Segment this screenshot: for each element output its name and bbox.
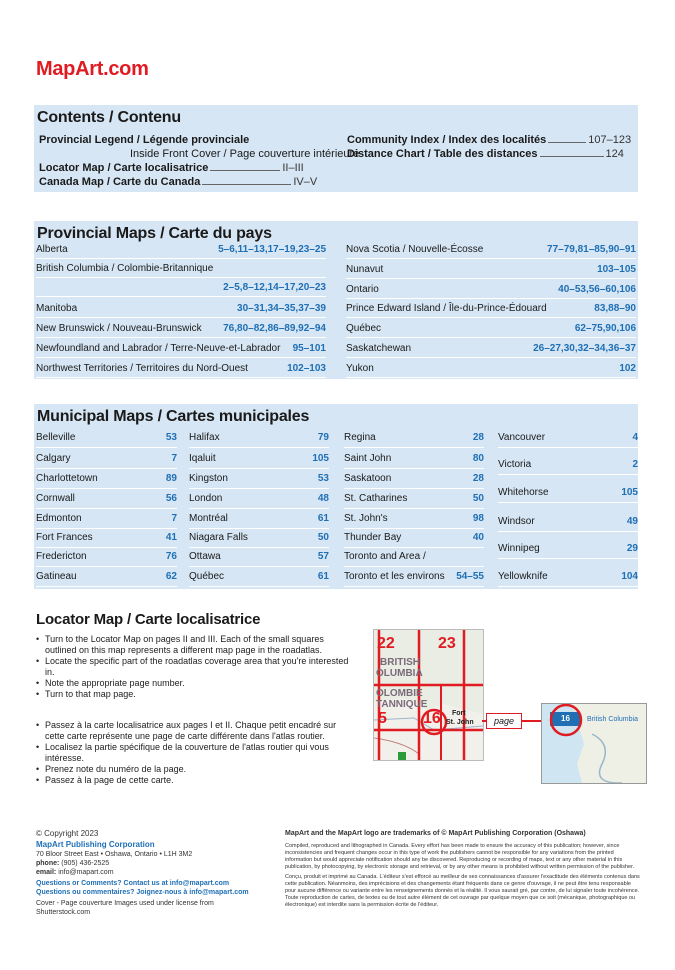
municipal-entry[interactable]: Charlottetown 89 [36, 469, 177, 489]
provincial-entry[interactable]: Manitoba 30–31,34–35,37–39 [36, 301, 326, 318]
locator-instructions-fr [36, 720, 356, 786]
instruction-item: • Turn to the Locator Map on pages II and III. Each of the small squares outlined on this map represents a different map page in the roadatlas. [36, 634, 356, 656]
provincial-entry[interactable]: Ontario 40–53,56–60,106 [346, 282, 636, 299]
municipal-entry[interactable]: Whitehorse 105 [498, 483, 638, 503]
municipal-entry[interactable]: Cornwall 56 [36, 489, 177, 509]
provincial-maps-title: Provincial Maps / Carte du pays [37, 225, 272, 242]
municipal-entry[interactable]: Ottawa 57 [189, 547, 329, 567]
contents-entry[interactable]: Community Index / Index des localités 107–123 [347, 134, 632, 146]
municipal-entry[interactable]: Fredericton 76 [36, 547, 177, 567]
map-page-16: 16 [423, 710, 441, 727]
municipal-entry[interactable]: St. Catharines 50 [344, 489, 484, 509]
municipal-entry[interactable]: Thunder Bay 40 [344, 528, 484, 548]
municipal-entry[interactable]: Belleville 53 [36, 428, 177, 448]
inset-map-page [541, 703, 647, 784]
provincial-entry[interactable]: Yukon 102 [346, 361, 636, 378]
contents-right-column [347, 133, 637, 161]
municipal-entry[interactable]: Iqaluit 105 [189, 449, 329, 469]
municipal-entry[interactable]: Saskatoon 28 [344, 469, 484, 489]
locator-map-title: Locator Map / Carte localisatrice [36, 611, 261, 628]
copyright-text: © Copyright 2023 [36, 829, 99, 838]
provincial-entry[interactable]: Northwest Territories / Territoires du Nord-Ouest 102–103 [36, 361, 326, 378]
municipal-maps-panel [34, 404, 638, 589]
company-email[interactable]: email: info@mapart.com [36, 869, 114, 876]
contents-entry[interactable]: Canada Map / Carte du Canada IV–V [39, 176, 318, 188]
contents-left-column [39, 133, 360, 189]
inset-label-bc: British Columbia [587, 716, 638, 723]
page-tag: page [486, 713, 522, 729]
instruction-item: • Note the appropriate page number. [36, 678, 356, 689]
map-label-bc: BRITISH [380, 657, 420, 668]
footer-legal [285, 829, 640, 909]
provincial-entry[interactable]: Québec 62–75,90,106 [346, 321, 636, 338]
contact-link-en[interactable]: Questions or Comments? Contact us at info@mapart.com [36, 880, 230, 887]
municipal-entry[interactable]: Niagara Falls 50 [189, 528, 329, 548]
map-label-cb: OLOMBIE [376, 688, 423, 699]
provincial-entry[interactable]: Saskatchewan 26–27,30,32–34,36–37 [346, 341, 636, 358]
municipal-entry[interactable]: Kingston 53 [189, 469, 329, 489]
instruction-item: • Passez à la carte localisatrice aux pages I et II. Chaque petit encadré sur cette carte représente une page de carte différente dans l'atlas routier. [36, 720, 356, 742]
map-page-23: 23 [438, 635, 456, 652]
footer-publisher [36, 829, 266, 917]
locator-instructions-en [36, 634, 356, 700]
municipal-entry[interactable]: Québec 61 [189, 567, 329, 587]
map-page-5: 5 [378, 710, 387, 727]
municipal-entry[interactable]: Montréal 61 [189, 509, 329, 529]
contents-panel [34, 105, 638, 192]
company-phone: phone: (905) 436-2525 [36, 860, 110, 867]
map-label-cb: TANNIQUE [376, 699, 428, 710]
municipal-entry[interactable]: Victoria 2 [498, 455, 638, 475]
provincial-entry[interactable]: Prince Edward Island / Île-du-Prince-Édouard 83,88–90 [346, 301, 636, 318]
instruction-item: • Turn to that map page. [36, 689, 356, 700]
municipal-entry[interactable]: London 48 [189, 489, 329, 509]
company-address: 70 Bloor Street East • Oshawa, Ontario • L1H 3M2 [36, 851, 193, 858]
provincial-entry[interactable]: British Columbia / Colombie-Britannique [36, 261, 326, 278]
instruction-item: • Localisez la partie spécifique de la couverture de l'atlas routier qui vous intéresse. [36, 742, 356, 764]
provincial-entry[interactable]: New Brunswick / Nouveau-Brunswick 76,80–82,86–89,92–94 [36, 321, 326, 338]
contents-entry[interactable]: Distance Chart / Table des distances 124 [347, 148, 624, 160]
cover-credit: Cover - Page couverture Images used under license from Shutterstock.com [36, 900, 214, 916]
legal-notice-fr: Conçu, produit et imprimé au Canada. L'éditeur s'est efforcé au meilleur de ses connaissances d'assurer l'exactitude des éléments contenus dans cette publication. Néanmoins, des imprécisions et des changements étant fréquents dans ce genre d'ouvrage, il ne peut être tenu responsable pour aucune différence ou variante entre les renseignements donnés et la réalité. Il vous saurait gré, par contre, de lui signaler toute incohérence. Toute reproduction de cartes, de textes ou de tout autre élément de cet ouvrage par quelque moyen que ce soit (mécanique, photographique ou électronique) est interdite sans la permission écrite de l'éditeur. [285, 874, 640, 908]
contents-entry[interactable]: Locator Map / Carte localisatrice II–III [39, 162, 304, 174]
trademark-notice: MapArt and the MapArt logo are trademarks of © MapArt Publishing Corporation (Oshawa) [285, 830, 586, 837]
provincial-entry[interactable]: 2–5,8–12,14–17,20–23 [36, 280, 326, 297]
contents-entry[interactable]: Inside Front Cover / Page couverture intérieure [130, 148, 360, 160]
map-label-bc: OLUMBIA [376, 668, 423, 679]
municipal-entry[interactable]: Regina 28 [344, 428, 484, 448]
mapart-logo[interactable]: MapArt.com [36, 58, 149, 80]
municipal-entry[interactable]: Vancouver 4 [498, 428, 638, 448]
legal-notice-en: Compiled, reproduced and lithographed in Canada. Every effort has been made to ensure the accuracy of this publication; however, since inconsistencies and frequent changes occur in this type of work the publishers cannot be responsible for any variations from the printed information but would appreciate notification should any be discovered. Reproducing or recording of maps, text or any other material in this publication, by photocopying, by electronic storage and retrieval, or by any other means is prohibited without written permission of the publisher. [285, 843, 635, 870]
provincial-entry[interactable]: Nova Scotia / Nouvelle-Écosse 77–79,81–85,90–91 [346, 242, 636, 259]
contents-title: Contents / Contenu [37, 109, 181, 126]
municipal-entry[interactable]: Gatineau 62 [36, 567, 177, 587]
instruction-item: • Locate the specific part of the roadatlas coverage area that you're interested in. [36, 656, 356, 678]
map-page-22: 22 [377, 635, 395, 652]
map-label-stjohn: St. John [446, 719, 474, 726]
municipal-entry[interactable]: Edmonton 7 [36, 509, 177, 529]
provincial-entry[interactable]: Nunavut 103–105 [346, 262, 636, 279]
municipal-entry[interactable]: Windsor 49 [498, 512, 638, 532]
provincial-entry[interactable]: Newfoundland and Labrador / Terre-Neuve-et-Labrador 95–101 [36, 341, 326, 358]
contact-link-fr[interactable]: Questions ou commentaires? Joignez-nous à info@mapart.com [36, 889, 249, 896]
instruction-item: • Prenez note du numéro de la page. [36, 764, 356, 775]
instruction-item: • Passez à la page de cette carte. [36, 775, 356, 786]
municipal-entry[interactable]: Toronto et les environs 54–55 [344, 567, 484, 587]
provincial-maps-panel [34, 221, 638, 379]
municipal-entry[interactable]: Calgary 7 [36, 449, 177, 469]
municipal-entry[interactable]: Winnipeg 29 [498, 539, 638, 559]
locator-map-illustration [373, 629, 484, 761]
provincial-entry[interactable]: Alberta 5–6,11–13,17–19,23–25 [36, 242, 326, 259]
municipal-entry[interactable]: Saint John 80 [344, 449, 484, 469]
municipal-entry[interactable]: Toronto and Area / [344, 547, 484, 567]
map-label-fort: Fort [452, 710, 466, 717]
inset-page-16: 16 [561, 714, 570, 723]
company-name: MapArt Publishing Corporation [36, 840, 155, 849]
municipal-entry[interactable]: Fort Frances 41 [36, 528, 177, 548]
municipal-entry[interactable]: St. John's 98 [344, 509, 484, 529]
contents-entry[interactable]: Provincial Legend / Légende provinciale [39, 134, 250, 146]
municipal-entry[interactable]: Yellowknife 104 [498, 567, 638, 587]
municipal-entry[interactable]: Halifax 79 [189, 428, 329, 448]
municipal-maps-title: Municipal Maps / Cartes municipales [37, 408, 310, 425]
